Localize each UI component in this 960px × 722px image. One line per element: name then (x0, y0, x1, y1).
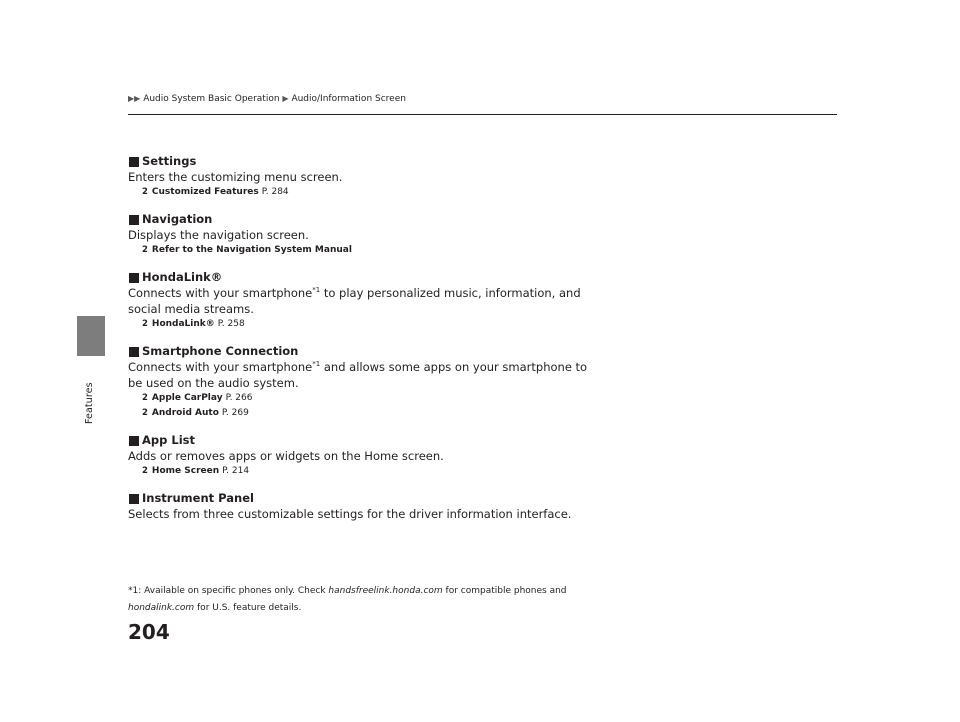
reference-arrow-icon: 2 (142, 319, 148, 329)
section-app-list (128, 433, 588, 479)
square-bullet-icon (129, 494, 139, 504)
reference-arrow-icon: 2 (142, 187, 148, 197)
cross-reference[interactable]: 2 HondaLink® P. 258 (142, 317, 588, 332)
section-navigation (128, 212, 588, 258)
square-bullet-icon (129, 273, 139, 283)
cross-reference[interactable]: 2 Home Screen P. 214 (142, 464, 588, 479)
section-body: Connects with your smartphone$^{*1}$ to play personalized music, information, and social media streams. (128, 286, 581, 316)
section-body: Displays the navigation screen. (128, 228, 309, 242)
footnote-link-hondalink: hondalink.com (128, 603, 195, 613)
section-hondalink (128, 270, 588, 332)
cross-reference[interactable]: 2 Android Auto P. 269 (142, 406, 588, 421)
section-instrument-panel (128, 491, 588, 522)
section-body: Selects from three customizable settings for the driver information interface. (128, 507, 572, 521)
breadcrumb-arrow-icon: ▶▶ (128, 94, 141, 103)
square-bullet-icon (129, 157, 139, 167)
chapter-tab (77, 316, 105, 356)
breadcrumb-separator-icon: ▶ (282, 94, 289, 103)
section-body: Enters the customizing menu screen. (128, 170, 343, 184)
footnote-marker: *1 (312, 286, 321, 295)
cross-reference[interactable]: 2 Refer to the Navigation System Manual (142, 243, 588, 258)
section-heading: HondaLink® (128, 270, 588, 285)
header-divider (128, 114, 837, 115)
footnote: *1: Available on specific phones only. Check handsfreelink.honda.com for compatible phones and hondalink.com for U.S. feature details. (128, 586, 567, 613)
reference-arrow-icon: 2 (142, 408, 148, 418)
content (128, 154, 588, 534)
section-smartphone-connection (128, 344, 588, 421)
section-heading: Smartphone Connection (128, 344, 588, 359)
reference-arrow-icon: 2 (142, 245, 148, 255)
section-body: Adds or removes apps or widgets on the Home screen. (128, 449, 444, 463)
square-bullet-icon (129, 347, 139, 357)
reference-arrow-icon: 2 (142, 466, 148, 476)
footnote-marker: *1 (312, 360, 321, 369)
breadcrumb (128, 94, 406, 104)
square-bullet-icon (129, 436, 139, 446)
reference-arrow-icon: 2 (142, 393, 148, 403)
cross-reference[interactable]: 2 Apple CarPlay P. 266 (142, 391, 588, 406)
section-settings (128, 154, 588, 200)
section-heading: Navigation (128, 212, 588, 227)
footnote-link-handsfreelink: handsfreelink.honda.com (328, 586, 443, 596)
section-body: Connects with your smartphone$^{*1}$ and allows some apps on your smartphone to be used on the audio system. (128, 360, 588, 390)
page-number: 204 (128, 620, 170, 644)
breadcrumb-item-audio-info-screen[interactable]: Audio/Information Screen (291, 94, 406, 104)
chapter-label: Features (84, 382, 95, 424)
breadcrumb-item-audio-system[interactable]: Audio System Basic Operation (143, 94, 280, 104)
section-heading: Instrument Panel (128, 491, 588, 506)
square-bullet-icon (129, 215, 139, 225)
section-heading: App List (128, 433, 588, 448)
section-heading: Settings (128, 154, 588, 169)
cross-reference[interactable]: 2 Customized Features P. 284 (142, 185, 588, 200)
